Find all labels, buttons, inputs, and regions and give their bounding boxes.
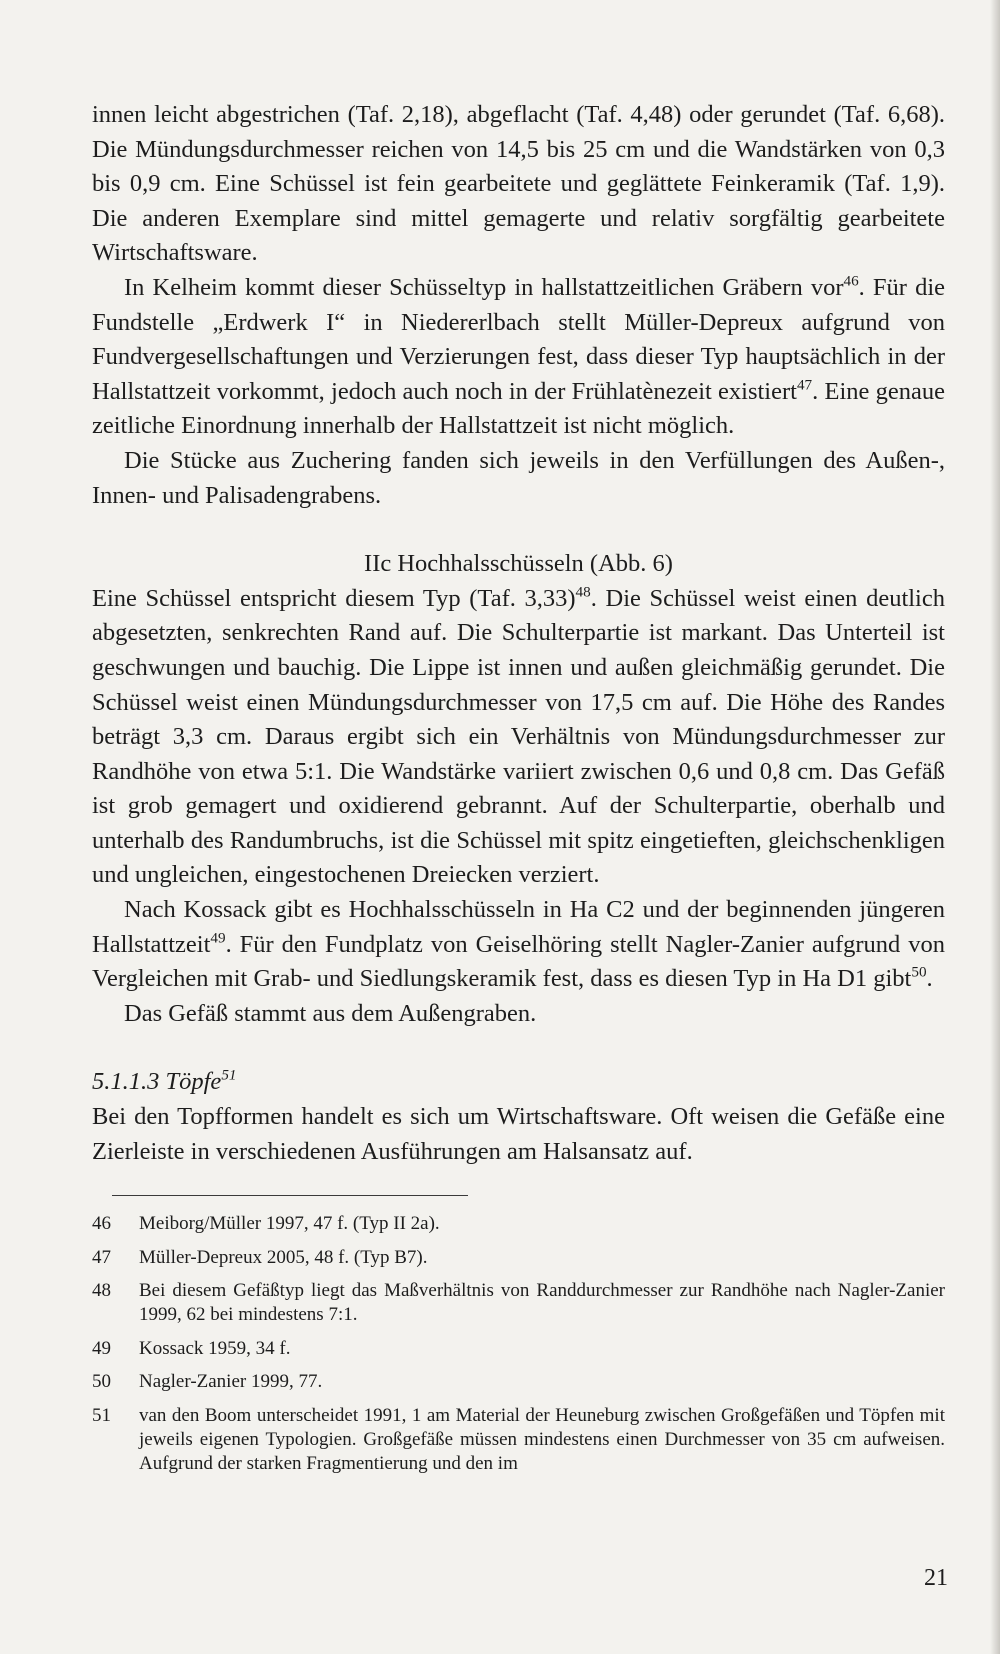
- subsection-heading: [92, 1065, 945, 1100]
- footnote-number: 48: [92, 1280, 111, 1301]
- footnote-46: [92, 1212, 945, 1236]
- footnote-text: Meiborg/Müller 1997, 47 f. (Typ II 2a).: [139, 1213, 440, 1234]
- paragraph-3: Die Stücke aus Zuchering fanden sich jeweils in den Verfüllungen des Außen-, Innen- und Palisadengrabens.: [92, 446, 945, 509]
- footnote-ref-47: 47: [796, 376, 813, 394]
- footnote-48: [92, 1279, 945, 1327]
- footnote-text: Müller-Depreux 2005, 48 f. (Typ B7).: [139, 1246, 428, 1268]
- paragraph-2-end: . Eine genaue zeitliche Einordnung innerhalb der Hallstattzeit ist nicht möglich.: [92, 377, 945, 440]
- paragraph-2-text: In Kelheim kommt dieser Schüsseltyp in hallstattzeitlichen Gräbern vor: [124, 273, 844, 301]
- footnote-text: Bei diesem Gefäßtyp liegt das Maßverhältnis von Randdurchmesser zur Randhöhe nach Nagler-Zanier 1999, 62 bei mindestens 7:1.: [139, 1280, 945, 1325]
- footnote-text: van den Boom unterscheidet 1991, 1 am Material der Heuneburg zwischen Großgefäßen und Töpfen mit jeweils eigenen Typologien. Großgefäße müssen mindestens einen Durchmesser von 35 cm aufweisen. Aufgrund der starken Fragmentierung und den im: [139, 1404, 945, 1474]
- paragraph-5-end: .: [926, 965, 933, 993]
- page-edge-shadow: [990, 0, 1000, 1654]
- main-text: [92, 98, 945, 1169]
- footnote-ref-48: 48: [575, 583, 591, 601]
- footnote-ref-49: 49: [210, 929, 226, 947]
- paragraph-4-continued: . Die Schüssel weist einen deutlich abgesetzten, senkrechten Rand auf. Die Schulterpartie ist markant. Das Unterteil ist geschwungen und bauchig. Die Lippe ist innen und außen gleichmäßig gerundet. Die Schüssel weist einen Mündungsdurchmesser von 17,5 cm auf. Die Höhe des Randes beträgt 3,3 cm. Daraus ergibt sich ein Verhältnis von Mündungsdurchmesser zur Randhöhe von etwa 5:1. Die Wandstärke variiert zwischen 0,6 und 0,8 cm. Das Gefäß ist grob gemagert und oxidierend gebrannt. Auf der Schulterpartie, oberhalb und unterhalb des Randumbruchs, ist die Schüssel mit spitz eingetieften, gleichschenkligen und ungleichen, eingestochenen Dreiecken verziert.: [92, 584, 945, 889]
- paragraph-4-text: Eine Schüssel entspricht diesem Typ (Taf. 3,33): [92, 584, 576, 612]
- footnote-number: 46: [92, 1213, 111, 1234]
- footnote-text: Nagler-Zanier 1999, 77.: [139, 1371, 323, 1392]
- paragraph-5-continued: . Für den Fundplatz von Geiselhöring stellt Nagler-Zanier aufgrund von Vergleichen mit Grab- und Siedlungskeramik fest, dass es diesen Typ in Ha D1 gibt: [92, 930, 945, 993]
- paragraph-5-text: Nach Kossack gibt es Hochhalsschüsseln in Ha C2 und der beginnenden jüngeren Hallstattzeit: [92, 896, 945, 958]
- footnote-number: 50: [92, 1371, 111, 1392]
- footnote-number: 49: [92, 1337, 111, 1359]
- paragraph-5: [92, 893, 945, 997]
- footnotes: [92, 1212, 945, 1485]
- paragraph-1: innen leicht abgestrichen (Taf. 2,18), abgeflacht (Taf. 4,48) oder gerundet (Taf. 6,68). Die Mündungsdurchmesser reichen von 14,5 bis 25 cm und die Wandstärken von 0,3 bis 0,9 cm. Eine Schüssel ist fein gearbeitete und geglättete Feinkeramik (Taf. 1,9). Die anderen Exemplare sind mittel gemagerte und relativ sorgfältig gearbeitete Wirtschaftsware.: [92, 101, 945, 267]
- footnote-51: [92, 1404, 945, 1476]
- footnote-ref-50: 50: [911, 963, 927, 981]
- footnote-divider: [112, 1195, 468, 1196]
- footnote-ref-46: 46: [843, 272, 859, 290]
- footnote-ref-51: 51: [221, 1067, 237, 1085]
- subsection-heading-text: 5.1.1.3 Töpfe: [92, 1068, 222, 1096]
- footnote-47: [92, 1246, 945, 1270]
- paragraph-2: [92, 271, 945, 444]
- footnote-50: [92, 1370, 945, 1394]
- footnote-text: Kossack 1959, 34 f.: [139, 1337, 291, 1359]
- section-heading: IIc Hochhalsschüsseln (Abb. 6): [364, 550, 673, 578]
- paragraph-4: [92, 582, 945, 893]
- page-number: 21: [924, 1565, 948, 1591]
- footnote-number: 47: [92, 1246, 111, 1268]
- footnote-number: 51: [92, 1404, 111, 1426]
- paragraph-2-continued: . Für die Fundstelle „Erdwerk I“ in Niedererlbach stellt Müller-Depreux aufgrund von Fundvergesellschaftungen und Verzierungen fest, dass dieser Typ hauptsächlich in der Hallstattzeit vorkommt, jedoch auch noch in der Frühlatènezeit existiert: [92, 273, 946, 405]
- footnote-49: [92, 1337, 945, 1361]
- paragraph-6: Das Gefäß stammt aus dem Außengraben.: [124, 999, 537, 1027]
- paragraph-7: Bei den Topfformen handelt es sich um Wirtschaftsware. Oft weisen die Gefäße eine Zierleiste in verschiedenen Ausführungen am Halsansatz auf.: [92, 1103, 945, 1165]
